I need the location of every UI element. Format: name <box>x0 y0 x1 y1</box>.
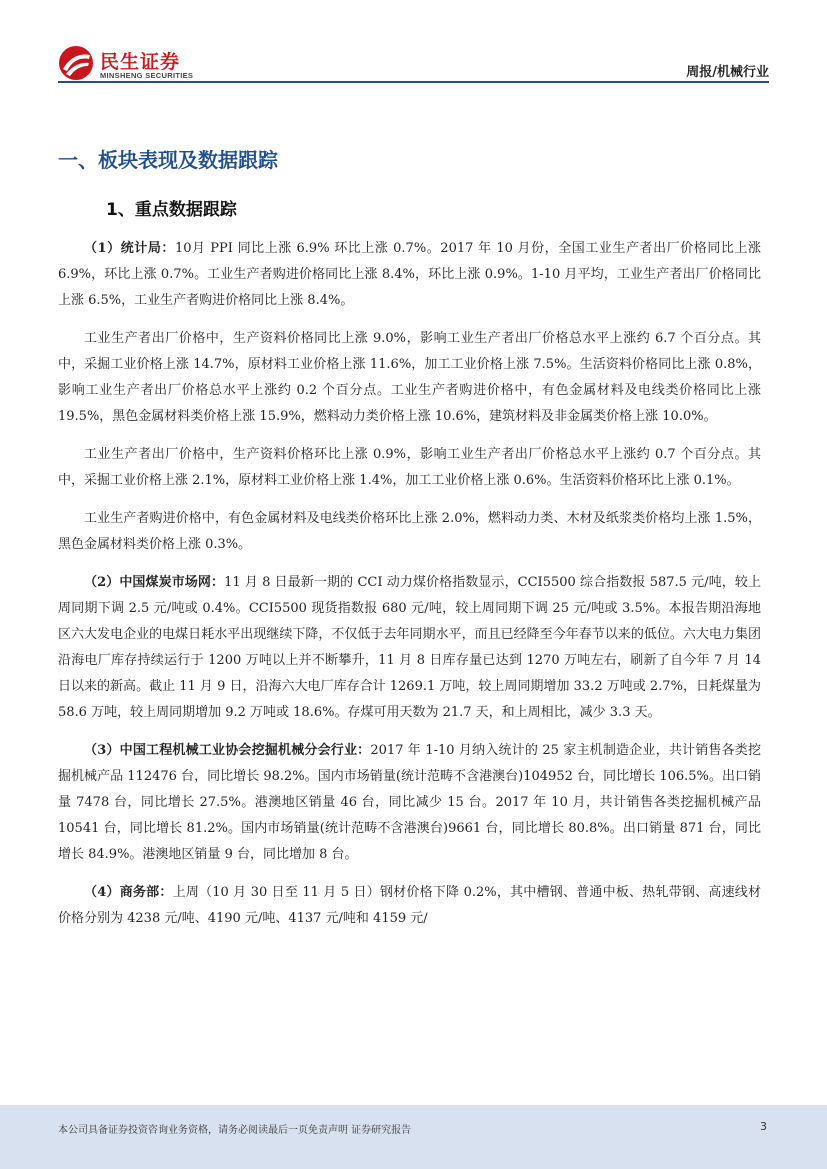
paragraph-coal-market <box>58 570 769 726</box>
brand-name-cn: 民生证券 <box>100 51 181 73</box>
paragraph-text: 工业生产者出厂价格中，生产资料价格同比上涨 9.0%，影响工业生产者出厂价格总水平上涨约 6.7 个百分点。其中，采掘工业价格上涨 14.7%，原材料工业价格上涨 11.6%，加工工业价格上涨 7.5%。生活资料价格同比上涨 0.8%，影响工业生产者出厂价格总水平上涨约 0.2 个百分点。工业生产者购进价格中，有色金属材料及电线类价格同比上涨 19.5%，黑色金属材料类价格上涨 15.9%，燃料动力类价格上涨 10.6%，建筑材料及非金属类价格上涨 10.0%。 <box>58 331 761 424</box>
paragraph-nbs <box>58 236 769 314</box>
paragraph-text: 10月 PPI 同比上涨 6.9% 环比上涨 0.7%。2017 年 10 月份，全国工业生产者出厂价格同比上涨 6.9%，环比上涨 0.7%。工业生产者购进价格同比上涨 8.4%，环比上涨 0.9%。1-10 月平均，工业生产者出厂价格同比上涨 6.5%，工业生产者购进价格同比上涨 8.4%。 <box>58 241 762 308</box>
paragraph-text: 工业生产者出厂价格中，生产资料价格环比上涨 0.9%，影响工业生产者出厂价格总水平上涨约 0.7 个百分点。其中，采掘工业价格上涨 2.1%，原材料工业价格上涨 1.4%，加工工业价格上涨 0.6%。生活资料价格环比上涨 0.1%。 <box>58 447 761 488</box>
paragraph-lead: （2）中国煤炭市场网： <box>84 575 225 590</box>
report-body <box>58 140 769 932</box>
paragraph-text: 11 月 8 日最新一期的 CCI 动力煤价格指数显示，CCI5500 综合指数报 587.5 元/吨，较上周同期下调 2.5 元/吨或 0.4%。CCI5500 现货指数报 680 元/吨，较上周同期下调 25 元/吨或 3.5%。本报告期沿海地区六大发电企业的电煤日耗水平出现继续下降，不仅低于去年同期水平，而且已经降至今年春节以来的低位。六大电力集团沿海电厂库存持续运行于 1200 万吨以上并不断攀升，11 月 8 日库存量已达到 1270 万吨左右，刷新了自今年 7 月 14 日以来的新高。截止 11 月 9 日，沿海六大电厂库存合计 1269.1 万吨，较上周同期增加 33.2 万吨或 2.7%，日耗煤量为 58.6 万吨，较上周同期增加 9.2 万吨或 18.6%。存煤可用天数为 21.7 天，和上周相比，减少 3.3 天。 <box>58 575 761 720</box>
page-footer <box>0 1105 827 1169</box>
paragraph-text: 上周（10 月 30 日至 11 月 5 日）钢材价格下降 0.2%，其中槽钢、普通中板、热轧带钢、高速线材价格分别为 4238 元/吨、4190 元/吨、4137 元/吨和 4159 元/ <box>58 885 762 926</box>
paragraph-excavator <box>58 738 769 868</box>
brand-logo <box>58 44 208 84</box>
brand-name-en: MINSHENG SECURITIES <box>100 71 194 80</box>
paragraph-text: 2017 年 1-10 月纳入统计的 25 家主机制造企业，共计销售各类挖掘机械产品 112476 台，同比增长 98.2%。国内市场销量(统计范畴不含港澳台)104952 台，同比增长 106.5%。出口销量 7478 台，同比增长 27.5%。港澳地区销量 46 台，同比减少 15 台。2017 年 10 月，共计销售各类挖掘机械产品 10541 台，同比增长 81.2%。国内市场销量(统计范畴不含港澳台)9661 台，同比增长 80.8%。出口销量 871 台，同比增长 84.9%。港澳地区销量 9 台，同比增加 8 台。 <box>58 743 762 862</box>
paragraph-purchase-price <box>58 506 769 558</box>
section-title: 一、板块表现及数据跟踪 <box>58 148 278 172</box>
paragraph-ppi-mom <box>58 442 769 494</box>
paragraph-commerce-ministry <box>58 880 769 932</box>
page-header <box>0 0 827 90</box>
paragraph-lead: （1）统计局： <box>84 241 175 256</box>
header-divider <box>58 81 769 83</box>
page-number: 3 <box>760 1120 767 1133</box>
paragraph-lead: （4）商务部： <box>84 885 173 900</box>
paragraph-text: 工业生产者购进价格中，有色金属材料及电线类价格环比上涨 2.0%，燃料动力类、木材及纸浆类价格均上涨 1.5%，黑色金属材料类价格上涨 0.3%。 <box>58 511 761 552</box>
logo-mark-icon <box>58 45 94 81</box>
subsection-title: 1、重点数据跟踪 <box>106 200 237 220</box>
paragraph-ppi-yoy <box>58 326 769 430</box>
report-type: 周报/机械行业 <box>686 65 769 80</box>
paragraph-lead: （3）中国工程机械工业协会挖掘机械分会行业： <box>84 743 371 758</box>
footer-disclaimer: 本公司具备证券投资咨询业务资格，请务必阅读最后一页免责声明 证券研究报告 <box>58 1125 412 1136</box>
